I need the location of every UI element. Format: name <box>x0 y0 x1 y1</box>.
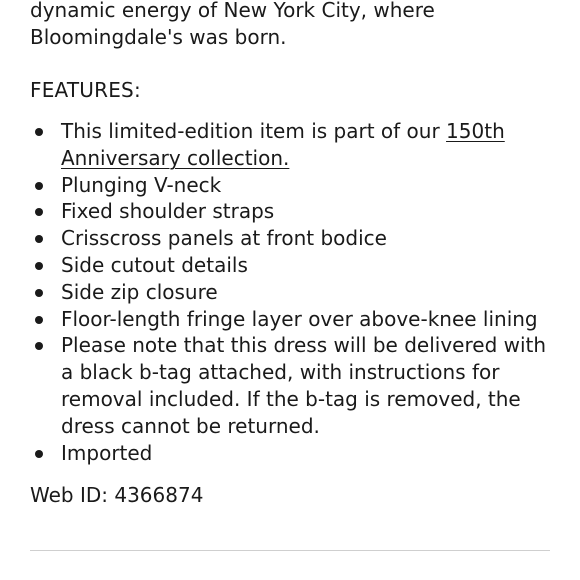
feature-item <box>30 198 550 225</box>
bullet-icon <box>35 316 43 324</box>
feature-item <box>30 252 550 279</box>
features-list <box>30 118 550 466</box>
feature-item <box>30 225 550 252</box>
feature-text: Side cutout details <box>61 252 248 277</box>
feature-item <box>30 118 550 172</box>
feature-item <box>30 332 550 439</box>
bullet-icon <box>35 262 43 270</box>
bullet-icon <box>35 128 43 136</box>
feature-item <box>30 306 550 333</box>
web-id: Web ID: 4366874 <box>30 483 204 508</box>
section-divider <box>30 550 550 551</box>
feature-text: Please note that this dress will be delivered with a black b-tag attached, with instructions for removal included. If the b-tag is removed, the dress cannot be returned. <box>61 333 547 438</box>
product-details <box>30 0 550 509</box>
description-line-1: dynamic energy of New York City, where <box>30 0 435 22</box>
feature-text: This limited-edition item is part of our <box>61 119 447 143</box>
bullet-icon <box>35 182 43 190</box>
feature-item <box>30 172 550 199</box>
feature-text: Side zip closure <box>61 279 218 304</box>
feature-text: Fixed shoulder straps <box>61 199 275 224</box>
bullet-icon <box>35 235 43 243</box>
product-description <box>30 0 550 51</box>
feature-item <box>30 440 550 467</box>
bullet-icon <box>35 450 43 458</box>
features-heading: FEATURES: <box>30 78 141 102</box>
description-line-2: Bloomingdale's was born. <box>30 25 287 49</box>
feature-text: Crisscross panels at front bodice <box>61 226 387 251</box>
feature-text: Imported <box>61 440 153 465</box>
feature-text: Plunging V-neck <box>61 172 222 197</box>
bullet-icon <box>35 342 43 350</box>
feature-text: Floor-length fringe layer over above-knee lining <box>61 306 538 331</box>
bullet-icon <box>35 208 43 216</box>
feature-item <box>30 279 550 306</box>
anniversary-collection-link[interactable]: 150th Anniversary collection. <box>61 119 505 170</box>
bullet-icon <box>35 289 43 297</box>
